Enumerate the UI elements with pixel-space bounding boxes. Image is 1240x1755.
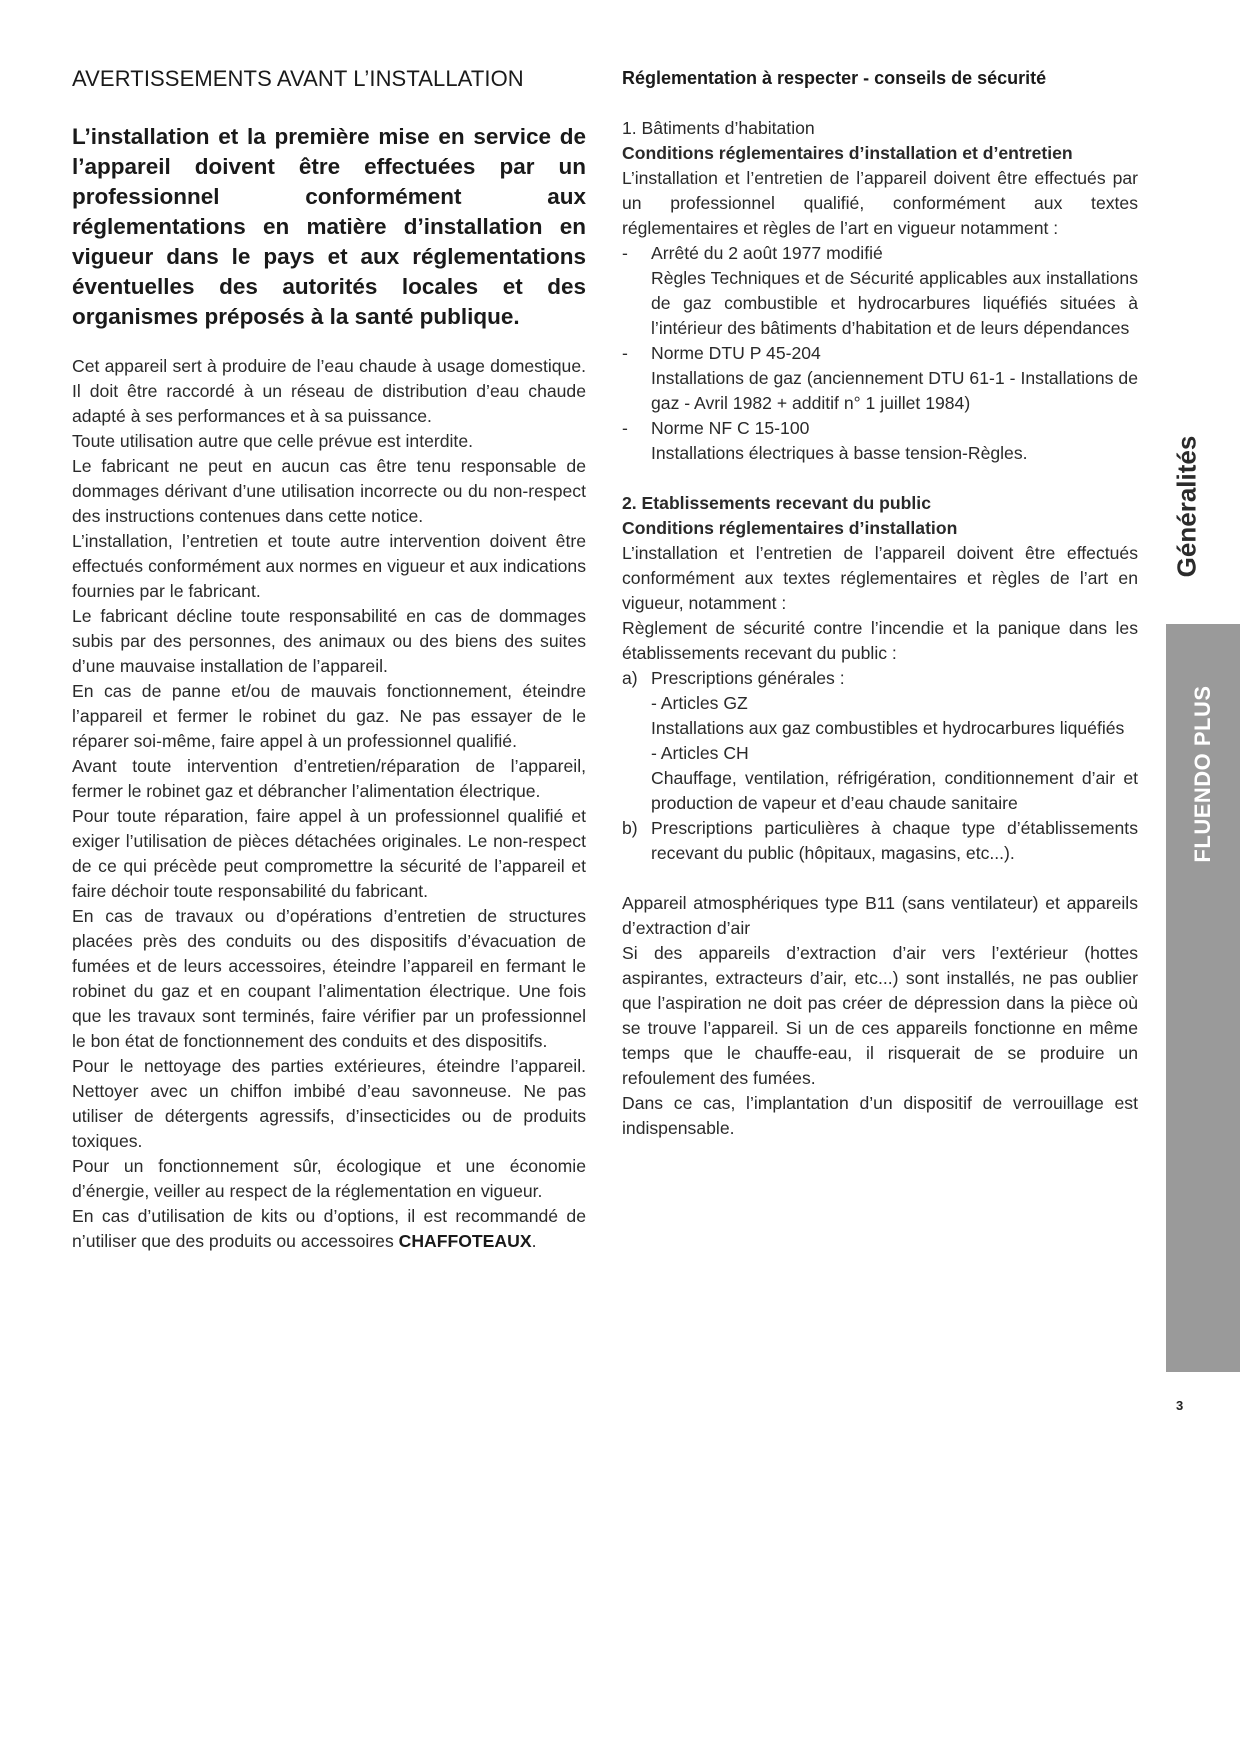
list-item-title: Norme NF C 15-100 [651, 418, 810, 438]
paragraph: Avant toute intervention d’entretien/réparation de l’appareil, fermer le robinet gaz et débrancher l’alimentation électrique. [72, 756, 586, 801]
paragraph: Toute utilisation autre que celle prévue est interdite. [72, 431, 473, 451]
list-item-text: Prescriptions particulières à chaque type d’établissements recevant du public (hôpitaux, magasins, etc...). [651, 818, 1138, 863]
paragraph: Le fabricant décline toute responsabilité en cas de dommages subis par des personnes, des animaux ou des biens des suites d’une mauvaise installation de l’appareil. [72, 606, 586, 676]
section-tab-label: Généralités [1171, 435, 1202, 577]
page-title: AVERTISSEMENTS AVANT L’INSTALLATION [72, 66, 524, 91]
paragraph: L’installation, l’entretien et toute autre intervention doivent être effectués conformément aux normes en vigueur et aux indications fournies par le fabricant. [72, 531, 586, 601]
section-subheading: Conditions réglementaires d’installation [622, 518, 958, 538]
sub-item-detail: Chauffage, ventilation, réfrigération, conditionnement d’air et production de vapeur et d’eau chaude sanitaire [651, 768, 1138, 813]
paragraph: Le fabricant ne peut en aucun cas être tenu responsable de dommages dérivant d’une utilisation incorrecte ou du non-respect des instructions contenues dans cette notice. [72, 456, 586, 526]
regulation-title: Réglementation à respecter - conseils de sécurité [622, 68, 1047, 88]
sub-item-detail: Installations aux gaz combustibles et hydrocarbures liquéfiés [651, 718, 1125, 738]
section-intro: L’installation et l’entretien de l’appareil doivent être effectués conformément aux textes réglementaires et règles de l’art en vigueur, notamment : [622, 543, 1138, 613]
list-item-title: Arrêté du 2 août 1977 modifié [651, 243, 883, 263]
lead-warning: L’installation et la première mise en service de l’appareil doivent être effectuées par un professionnel conformément aux réglementations en matière d’installation en vigueur dans le pays et aux réglementations éventuelles des autorités locales et des organismes préposés à la santé publique. [72, 124, 586, 329]
page-number: 3 [1176, 1398, 1184, 1413]
list-item [622, 341, 1138, 416]
paragraph-last-suffix: . [531, 1231, 537, 1251]
paragraph: Pour un fonctionnement sûr, écologique et une économie d’énergie, veiller au respect de la réglementation en vigueur. [72, 1156, 586, 1201]
paragraph: Pour le nettoyage des parties extérieures, éteindre l’appareil. Nettoyer avec un chiffon imbibé d’eau savonneuse. Ne pas utiliser de détergents agressifs, d’insecticides ou de produits toxiques. [72, 1056, 586, 1151]
list-item-title: Norme DTU P 45-204 [651, 343, 821, 363]
section-subheading: Conditions réglementaires d’installation et d’entretien [622, 143, 1073, 163]
section-ventilation [622, 891, 1138, 1141]
paragraph: En cas de travaux ou d’opérations d’entretien de structures placées près des conduits ou des dispositifs d’évacuation de fumées et de leurs accessoires, éteindre l’appareil en fermant le robinet du gaz et en coupant l’alimentation électrique. Une fois que les travaux sont terminés, faire vérifier par un professionnel le bon état de fonctionnement des conduits et des dispositifs. [72, 906, 586, 1051]
paragraph: Si des appareils d’extraction d’air vers l’extérieur (hottes aspirantes, extracteurs d’air, etc...) sont installés, ne pas oublier que l’aspiration ne doit pas créer de dépression dans la pièce où se trouve l’appareil. Si un de ces appareils fonctionne en même temps que le chauffe-eau, il risquerait de se produire un refoulement des fumées. [622, 943, 1138, 1088]
list-item [622, 241, 1138, 341]
list-dash: - [622, 243, 628, 263]
list-dash: - [622, 418, 628, 438]
paragraph: Appareil atmosphériques type B11 (sans ventilateur) et appareils d’extraction d’air [622, 893, 1138, 938]
paragraph-last [72, 1204, 586, 1254]
sub-item-title: - Articles GZ [651, 693, 748, 713]
section-tab [1166, 426, 1208, 586]
section-residential [622, 116, 1138, 466]
paragraph: Dans ce cas, l’implantation d’un dispositif de verrouillage est indispensable. [622, 1093, 1138, 1138]
sub-item-title: - Articles CH [651, 743, 749, 763]
section-intro: L’installation et l’entretien de l’appareil doivent être effectués par un professionnel qualifié, conformément aux textes réglementaires et règles de l’art en vigueur notamment : [622, 168, 1138, 238]
list-letter: a) [622, 668, 638, 688]
paragraph-last-text: En cas d’utilisation de kits ou d’options, il est recommandé de n’utiliser que des produits ou accessoires [72, 1206, 586, 1251]
product-tab [1166, 624, 1240, 1372]
product-tab-label: FLUENDO PLUS [1190, 685, 1215, 863]
list-item-detail: Règles Techniques et de Sécurité applicables aux installations de gaz combustible et hydrocarbures liquéfiés situées à l’intérieur des bâtiments d’habitation et de leurs dépendances [651, 268, 1138, 338]
brand-name: CHAFFOTEAUX [398, 1231, 532, 1251]
list-letter: b) [622, 818, 638, 838]
list-item [622, 816, 1138, 866]
list-dash: - [622, 343, 628, 363]
list-item [622, 666, 1138, 691]
section-heading: 1. Bâtiments d’habitation [622, 118, 815, 138]
list-item [622, 416, 1138, 466]
section-rule: Règlement de sécurité contre l’incendie et la panique dans les établissements recevant du public : [622, 618, 1138, 663]
section-public [622, 491, 1138, 866]
paragraph: Cet appareil sert à produire de l’eau chaude à usage domestique. Il doit être raccordé à un réseau de distribution d’eau chaude adapté à ses performances et à sa puissance. [72, 356, 586, 426]
paragraph: En cas de panne et/ou de mauvais fonctionnement, éteindre l’appareil et fermer le robinet du gaz. Ne pas essayer de le réparer soi-même, faire appel à un professionnel qualifié. [72, 681, 586, 751]
right-column [622, 66, 1138, 1141]
list-item-title: Prescriptions générales : [651, 668, 845, 688]
left-column [72, 66, 586, 1254]
paragraph: Pour toute réparation, faire appel à un professionnel qualifié et exiger l’utilisation de pièces détachées originales. Le non-respect de ce qui précède peut compromettre la sécurité de l’appareil et faire déchoir toute responsabilité du fabricant. [72, 806, 586, 901]
list-item-detail: Installations électriques à basse tension-Règles. [651, 443, 1028, 463]
list-item-detail: Installations de gaz (anciennement DTU 61-1 - Installations de gaz - Avril 1982 + additif n° 1 juillet 1984) [651, 368, 1138, 413]
warnings-body [72, 354, 586, 1254]
section-heading: 2. Etablissements recevant du public [622, 493, 931, 513]
